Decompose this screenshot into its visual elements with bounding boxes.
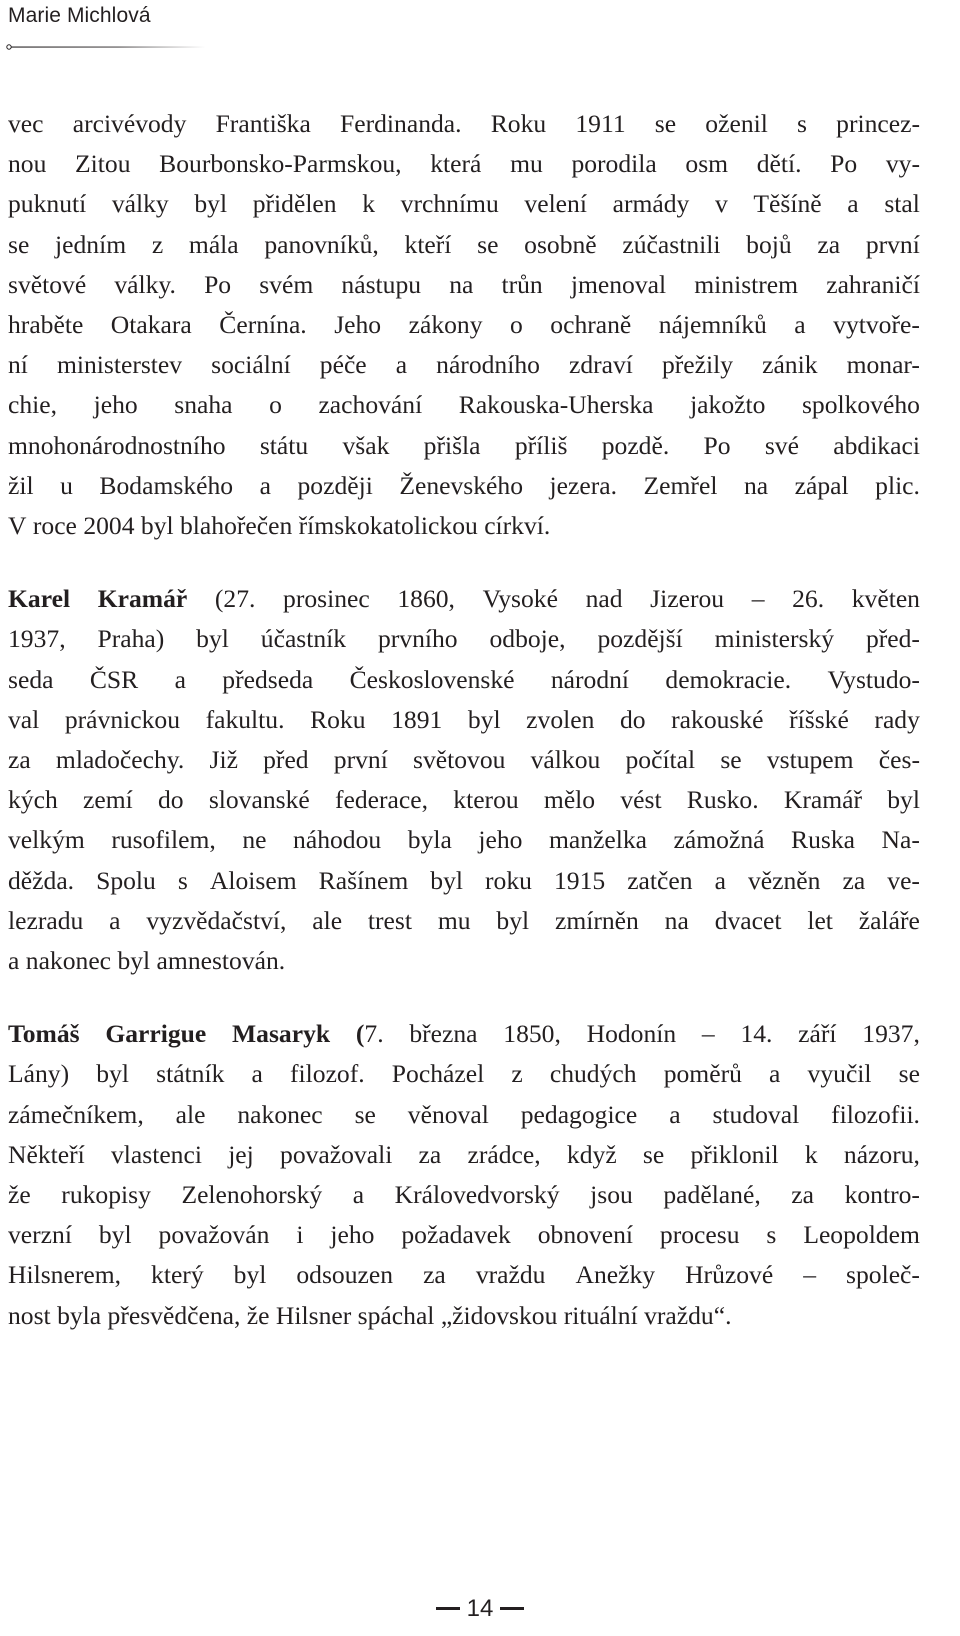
text-line: puknutí války byl přidělen k vrchnímu velení armády v Těšíně a stal <box>8 189 920 219</box>
text-line: 1937, Praha) byl účastník prvního odboje, pozdější ministerský před- <box>8 624 920 654</box>
header-rule <box>6 44 206 50</box>
text-line: verzní byl považován i jeho požadavek obnovení procesu s Leopoldem <box>8 1220 920 1250</box>
text-line: vec arcivévody Františka Ferdinanda. Roku 1911 se oženil s princez- <box>8 109 920 138</box>
text-line: seda ČSR a předseda Československé národní demokracie. Vystudo- <box>8 664 920 694</box>
text-line: hraběte Otakara Černína. Jeho zákony o ochraně nájemníků a vytvoře- <box>8 310 920 340</box>
page-body <box>8 104 920 1336</box>
text-line: a nakonec byl amnestován. <box>8 946 286 976</box>
text-line: V roce 2004 byl blahořečen římskokatolickou církví. <box>8 511 551 541</box>
text-line: světové války. Po svém nástupu na trůn jmenoval ministrem zahraničí <box>8 269 920 299</box>
paragraph <box>8 1014 920 1336</box>
text-line: se jedním z mála panovníků, kteří se osobně zúčastnili bojů za první <box>8 229 920 259</box>
page-number: 14 <box>466 1595 494 1622</box>
paragraph <box>8 579 920 981</box>
folio-dash-right <box>500 1607 524 1610</box>
text-line: val právnickou fakultu. Roku 1891 byl zvolen do rakouské říšské rady <box>8 704 920 734</box>
text-line: Lány) byl státník a filozof. Pocházel z chudých poměrů a vyučil se <box>8 1059 920 1089</box>
running-head: Marie Michlová <box>8 4 151 27</box>
text-line: Tomáš Garrigue Masaryk (7. března 1850, Hodonín – 14. září 1937, <box>8 1019 920 1049</box>
text-line: kých zemí do slovanské federace, kterou mělo vést Rusko. Kramář byl <box>8 785 920 815</box>
text-line: Hilsnerem, který byl odsouzen za vraždu Anežky Hrůzové – společ- <box>8 1260 920 1290</box>
text-line: chie, jeho snaha o zachování Rakouska-Uherska jakožto spolkového <box>8 390 920 420</box>
text-line: nou Zitou Bourbonsko-Parmskou, která mu porodila osm dětí. Po vy- <box>8 149 920 179</box>
text-line: že rukopisy Zelenohorský a Královedvorský jsou padělané, za kontro- <box>8 1180 920 1210</box>
text-line: Někteří vlastenci jej považovali za zrádce, když se přiklonil k názoru, <box>8 1139 920 1169</box>
paragraph <box>8 104 920 546</box>
text-line: lezradu a vyzvědačství, ale trest mu byl zmírněn na dvacet let žaláře <box>8 905 920 935</box>
text-line: za mladočechy. Již před první světovou válkou počítal se vstupem čes- <box>8 745 920 775</box>
text-line: velkým rusofilem, ne náhodou byla jeho manželka zámožná Ruska Na- <box>8 825 920 855</box>
text-line: mnohonárodnostního státu však přišla příliš pozdě. Po své abdikaci <box>8 430 920 460</box>
page-footer <box>0 1595 960 1623</box>
text-line: Karel Kramář (27. prosinec 1860, Vysoké nad Jizerou – 26. květen <box>8 584 920 614</box>
text-line: ní ministerstev sociální péče a národního zdraví přežily zánik monar- <box>8 350 920 380</box>
folio-dash-left <box>436 1607 460 1610</box>
text-line: nost byla přesvědčena, že Hilsner spáchal „židovskou rituální vraždu“. <box>8 1300 732 1330</box>
text-line: děžda. Spolu s Aloisem Rašínem byl roku 1915 zatčen a vězněn za ve- <box>8 865 920 895</box>
text-line: zámečníkem, ale nakonec se věnoval pedagogice a studoval filozofii. <box>8 1099 920 1129</box>
text-line: žil u Bodamského a později Ženevského jezera. Zemřel na zápal plic. <box>8 470 920 500</box>
